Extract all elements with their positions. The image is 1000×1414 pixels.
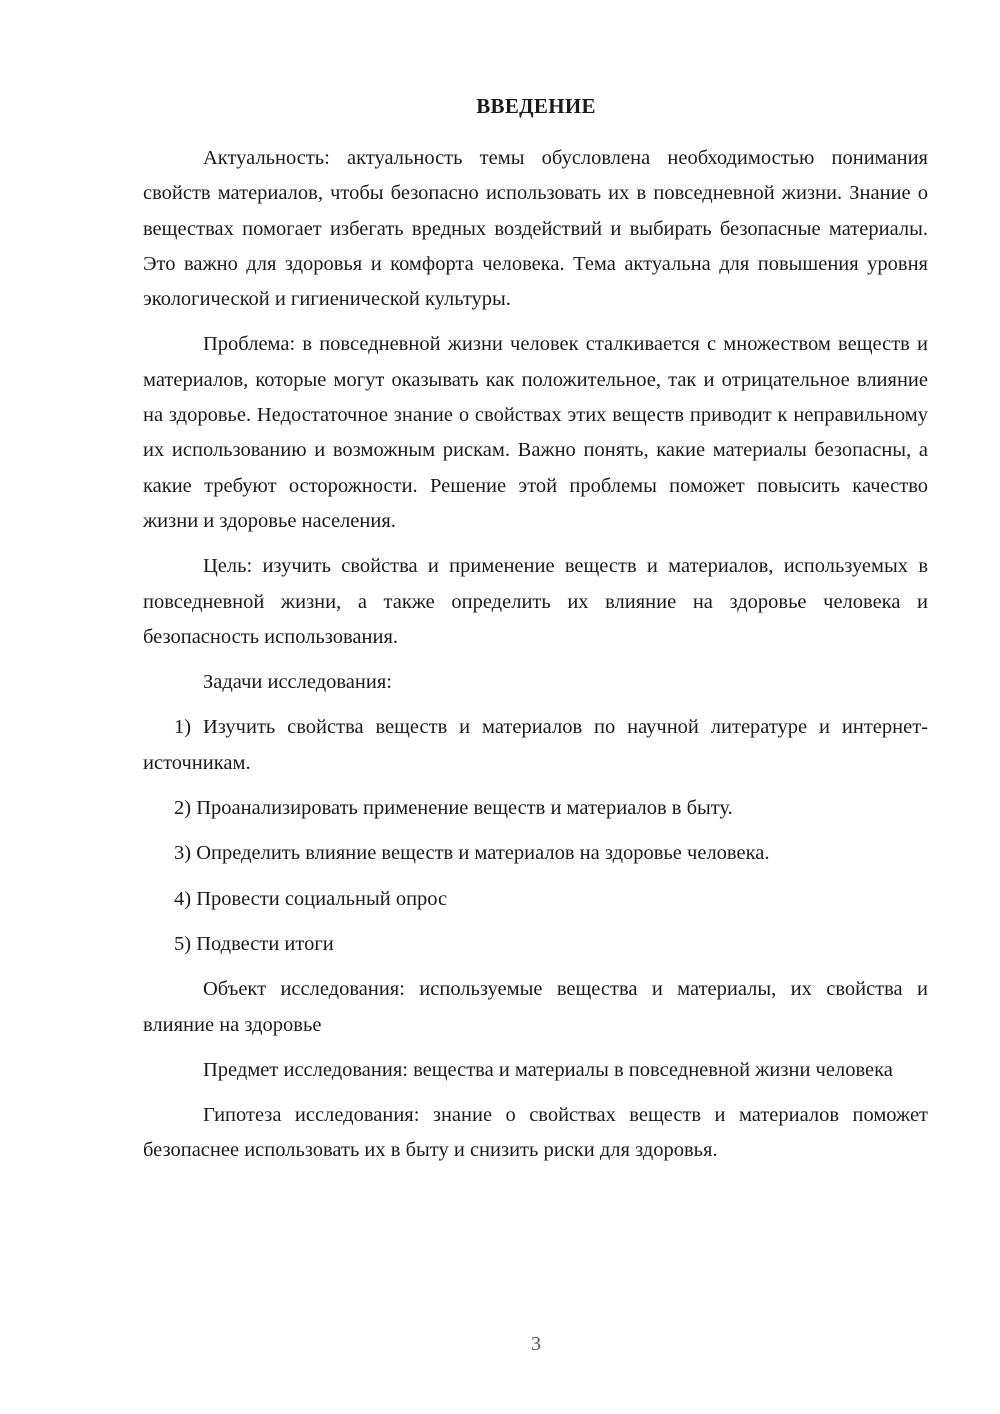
task-item: 3) Определить влияние веществ и материалов на здоровье человека. bbox=[174, 842, 770, 865]
task-item: 2) Проанализировать применение веществ и материалов в быту. bbox=[174, 797, 733, 820]
object-paragraph: Объект исследования: используемые вещества и материалы, их свойства и влияние на здоровье bbox=[143, 978, 928, 1036]
document-body bbox=[143, 141, 928, 1169]
hypothesis-paragraph: Гипотеза исследования: знание о свойствах веществ и материалов поможет безопаснее использовать их в быту и снизить риски для здоровья. bbox=[143, 1104, 928, 1162]
task-item: 4) Провести социальный опрос bbox=[174, 887, 448, 910]
relevance-paragraph: Актуальность: актуальность темы обусловлена необходимостью понимания свойств материалов, чтобы безопасно использовать их в повседневной жизни. Знание о веществах помогает избегать вредных воздействий и выбирать безопасные материалы. Это важно для здоровья и комфорта человека. Тема актуальна для повышения уровня экологической и гигиенической культуры. bbox=[143, 147, 928, 311]
tasks-heading: Задачи исследования: bbox=[203, 671, 392, 694]
page-number: 3 bbox=[531, 1333, 541, 1355]
problem-paragraph: Проблема: в повседневной жизни человек сталкивается с множеством веществ и материалов, которые могут оказывать как положительное, так и отрицательное влияние на здоровье. Недостаточное знание о свойствах этих веществ приводит к неправильному их использованию и возможным рискам. Важно понять, какие материалы безопасны, а какие требуют осторожности. Решение этой проблемы поможет повысить качество жизни и здоровье населения. bbox=[143, 333, 928, 532]
goal-paragraph: Цель: изучить свойства и применение веществ и материалов, используемых в повседневной жизни, а также определить их влияние на здоровье человека и безопасность использования. bbox=[143, 555, 928, 648]
page-title: ВВЕДЕНИЕ bbox=[476, 94, 596, 118]
task-item: 5) Подвести итоги bbox=[174, 932, 334, 955]
subject-paragraph: Предмет исследования: вещества и материалы в повседневной жизни человека bbox=[203, 1058, 893, 1081]
task-item: 1) Изучить свойства веществ и материалов по научной литературе и интернет-источникам. bbox=[143, 716, 928, 774]
